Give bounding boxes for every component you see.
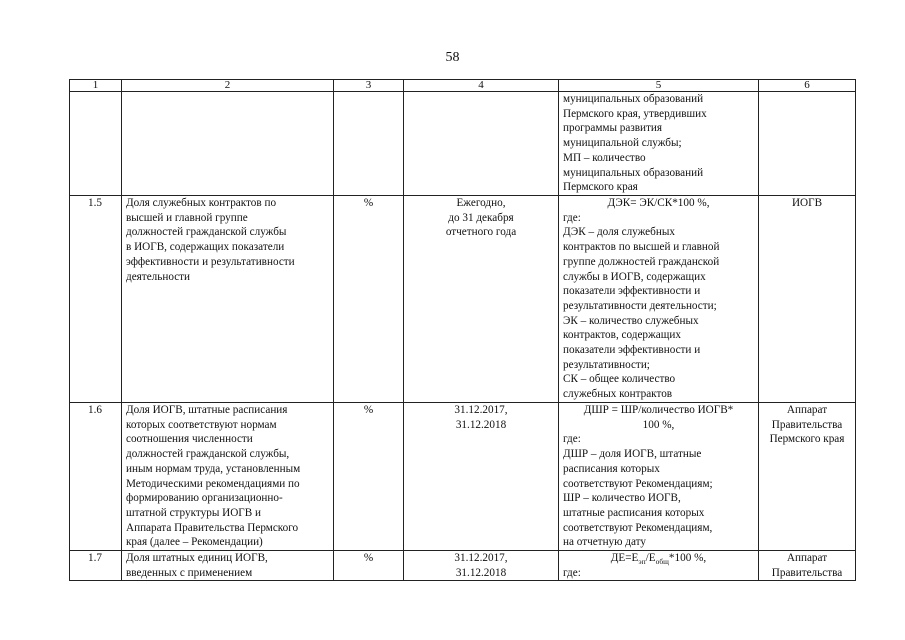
period bbox=[404, 196, 559, 403]
text-line: Правительства bbox=[771, 418, 843, 431]
header-cell: 3 bbox=[334, 80, 404, 92]
responsible bbox=[759, 403, 856, 551]
text-line: где: bbox=[563, 433, 581, 446]
text-line: муниципальных образований bbox=[563, 166, 704, 179]
formula-lhs: ДЕ=Е bbox=[610, 552, 639, 565]
row-number: 1.6 bbox=[70, 403, 122, 551]
method bbox=[559, 196, 759, 403]
text-line: программы развития bbox=[563, 122, 663, 135]
text-line: 31.12.2018 bbox=[455, 566, 507, 579]
text-line: отчетного года bbox=[445, 226, 517, 239]
table-row bbox=[70, 403, 856, 551]
text-line: группе должностей гражданской bbox=[563, 255, 720, 268]
row-number bbox=[70, 92, 122, 196]
text-line: 31.12.2017, bbox=[454, 404, 508, 416]
header-cell: 4 bbox=[404, 80, 559, 92]
text-line: результативности; bbox=[563, 358, 650, 371]
header-cell: 6 bbox=[759, 80, 856, 92]
unit bbox=[334, 92, 404, 196]
indicator-name bbox=[122, 196, 334, 403]
text-line: ИОГВ bbox=[791, 197, 823, 209]
text-line: иным нормам труда, установленным bbox=[126, 462, 301, 475]
table-row bbox=[70, 92, 856, 196]
text-line: СК – общее количество bbox=[563, 373, 676, 386]
text-line: Пермского края bbox=[563, 181, 638, 194]
unit: % bbox=[334, 196, 404, 403]
unit: % bbox=[334, 403, 404, 551]
formula bbox=[563, 196, 754, 211]
table-header-row bbox=[70, 80, 856, 92]
indicator-name bbox=[122, 551, 334, 581]
text-line: Доля ИОГВ, штатные расписания bbox=[126, 404, 288, 416]
table-row bbox=[70, 551, 856, 581]
text-line: результативности деятельности; bbox=[563, 299, 717, 312]
text-line: ШР – количество ИОГВ, bbox=[563, 492, 681, 505]
text-line: штатные расписания которых bbox=[563, 506, 705, 519]
text-line: высшей и главной группе bbox=[126, 211, 248, 224]
text-line: ЭК – количество служебных bbox=[563, 314, 699, 327]
text-line: в ИОГВ, содержащих показатели bbox=[126, 241, 285, 254]
text-line: расписания которых bbox=[563, 462, 660, 475]
text-line: ДШР = ШР/количество ИОГВ* bbox=[583, 404, 734, 416]
text-line: показатели эффективности и bbox=[563, 344, 701, 357]
page-number: 58 bbox=[445, 50, 460, 65]
text-line: Аппарат bbox=[786, 552, 828, 565]
text-line: деятельности bbox=[126, 270, 191, 283]
text-line: ДЭК= ЭК/СК*100 %, bbox=[607, 197, 710, 209]
text-line: Ежегодно, bbox=[456, 197, 506, 209]
table-row bbox=[70, 196, 856, 403]
text-line: штатной структуры ИОГВ и bbox=[126, 506, 262, 519]
formula-explanation bbox=[563, 211, 754, 402]
text-line: Пермского края bbox=[769, 433, 845, 446]
text-line: до 31 декабря bbox=[448, 211, 514, 224]
indicator-name bbox=[122, 403, 334, 551]
responsible bbox=[759, 196, 856, 403]
text-line: Правительства bbox=[771, 566, 843, 579]
text-line: ДШР – доля ИОГВ, штатные bbox=[563, 448, 702, 461]
unit: % bbox=[334, 551, 404, 581]
text-line: Пермского края, утвердивших bbox=[563, 107, 707, 120]
header-cell: 1 bbox=[70, 80, 122, 92]
formula-mid: /Е bbox=[645, 552, 656, 565]
period bbox=[404, 92, 559, 196]
text-line: контрактов по высшей и главной bbox=[563, 241, 720, 254]
text-line: службы в ИОГВ, содержащих bbox=[563, 270, 706, 283]
method bbox=[559, 92, 759, 196]
text-line: 31.12.2018 bbox=[455, 418, 507, 431]
text-line: Доля служебных контрактов по bbox=[126, 197, 277, 209]
text-line: Аппарата Правительства Пермского bbox=[126, 521, 299, 534]
period bbox=[404, 403, 559, 551]
formula bbox=[563, 403, 754, 432]
period bbox=[404, 551, 559, 581]
text-line: эффективности и результативности bbox=[126, 255, 295, 268]
formula-rhs: *100 %, bbox=[668, 552, 707, 565]
text-line: соответствуют Рекомендациям; bbox=[563, 477, 713, 490]
responsible bbox=[759, 92, 856, 196]
text-line: служебных контрактов bbox=[563, 388, 673, 401]
header-cell: 2 bbox=[122, 80, 334, 92]
text-line: контрактов, содержащих bbox=[563, 329, 681, 342]
text-line: 100 %, bbox=[642, 418, 675, 431]
text-line: показатели эффективности и bbox=[563, 285, 701, 298]
text-line: формированию организационно- bbox=[126, 492, 283, 505]
method bbox=[559, 551, 759, 581]
formula-sub: эп bbox=[638, 557, 646, 567]
indicator-table bbox=[69, 79, 856, 581]
formula-explanation bbox=[563, 432, 754, 550]
method bbox=[559, 403, 759, 551]
row-number: 1.5 bbox=[70, 196, 122, 403]
text-line: должностей гражданской службы bbox=[126, 226, 287, 239]
text-line: ДЭК – доля служебных bbox=[563, 226, 675, 239]
text-line: муниципальных образований bbox=[563, 93, 704, 105]
text-line: Методическими рекомендациями по bbox=[126, 477, 300, 490]
text-line: соотношения численности bbox=[126, 433, 253, 446]
text-line: где: bbox=[563, 211, 581, 224]
text-line: которых соответствуют нормам bbox=[126, 418, 277, 431]
formula-sub: общ bbox=[655, 557, 669, 567]
text-line: края (далее – Рекомендации) bbox=[126, 536, 263, 549]
text-line: Доля штатных единиц ИОГВ, bbox=[126, 552, 268, 565]
text-line: соответствуют Рекомендациям, bbox=[563, 521, 713, 534]
responsible bbox=[759, 551, 856, 581]
header-cell: 5 bbox=[559, 80, 759, 92]
formula-explanation bbox=[563, 566, 754, 581]
text-line: МП – количество bbox=[563, 151, 646, 164]
formula bbox=[563, 551, 754, 566]
text-line: Аппарат bbox=[786, 404, 828, 416]
text-line: должностей гражданской службы, bbox=[126, 448, 290, 461]
text-line: введенных с применением bbox=[126, 566, 253, 579]
indicator-name bbox=[122, 92, 334, 196]
row-number: 1.7 bbox=[70, 551, 122, 581]
text-line: где: bbox=[563, 566, 581, 579]
text-line: на отчетную дату bbox=[563, 536, 647, 549]
text-line: 31.12.2017, bbox=[454, 552, 508, 565]
text-line: муниципальной службы; bbox=[563, 137, 682, 150]
